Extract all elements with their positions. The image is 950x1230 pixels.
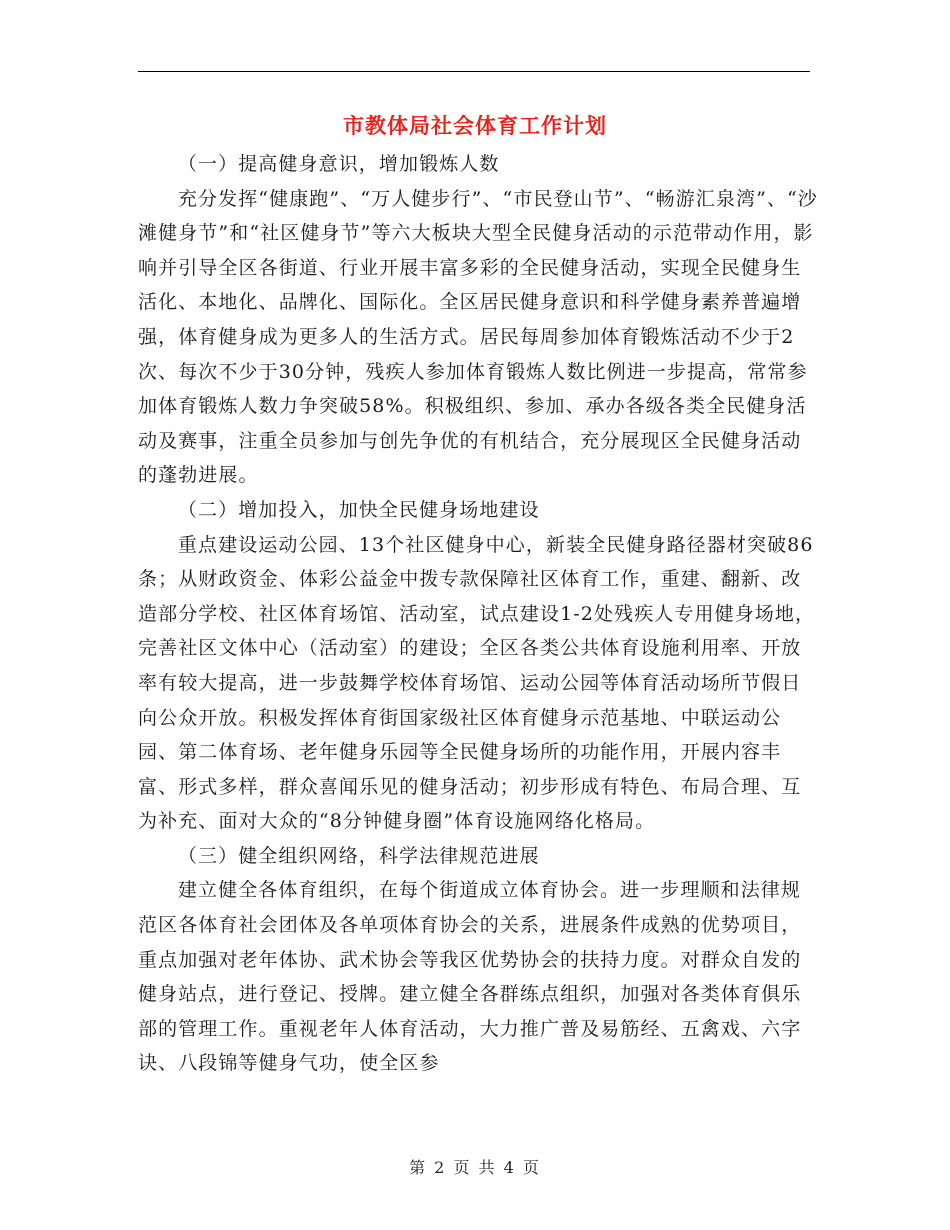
section-1-heading: （一）提高健身意识，增加锻炼人数 — [177, 153, 500, 175]
header-rule — [138, 71, 810, 72]
section-1-paragraph: 充分发挥“健康跑”、“万人健步行”、“市民登山节”、“畅游汇泉湾”、“沙滩健身节”和“社区健身节”等六大板块大型全民健身活动的示范带动作用，影响并引导全区各街道、行业开展丰富多彩的全民健身活动，实现全民健身生活化、本地化、品牌化、国际化。全区居民健身意识和科学健身素养普遍增强，体育健身成为更多人的生活方式。居民每周参加体育锻炼活动不少于2次、每次不少于30分钟，残疾人参加体育锻炼人数比例进一步提高，常常参加体育锻炼人数力争突破58%。积极组织、参加、承办各级各类全民健身活动及赛事，注重全员参加与创先争优的有机结合，充分展现区全民健身活动的蓬勃进展。 — [138, 187, 818, 487]
document-title: 市教体局社会体育工作计划 — [343, 113, 607, 138]
document-body — [138, 147, 818, 1081]
section-2-heading: （二）增加投入，加快全民健身场地建设 — [177, 498, 540, 521]
section-3-heading: （三）健全组织网络，科学法律规范进展 — [177, 844, 540, 867]
section-2-paragraph: 重点建设运动公园、13个社区健身中心，新装全民健身路径器材突破86条；从财政资金、体彩公益金中拨专款保障社区体育工作，重建、翻新、改造部分学校、社区体育场馆、活动室，试点建设1-2处残疾人专用健身场地，完善社区文体中心（活动室）的建设；全区各类公共体育设施利用率、开放率有较大提高，进一步鼓舞学校体育场馆、运动公园等体育活动场所节假日向公众开放。积极发挥体育街国家级社区体育健身示范基地、中联运动公园、第二体育场、老年健身乐园等全民健身场所的功能作用，开展内容丰富、形式多样，群众喜闻乐见的健身活动；初步形成有特色、布局合理、互为补充、面对大众的“8分钟健身圈”体育设施网络化格局。 — [138, 533, 816, 833]
section-3-paragraph: 建立健全各体育组织，在每个街道成立体育协会。进一步理顺和法律规范区各体育社会团体及各单项体育协会的关系，进展条件成熟的优势项目，重点加强对老年体协、武术协会等我区优势协会的扶持力度。对群众自发的健身站点，进行登记、授牌。建立健全各群练点组织，加强对各类体育俱乐部的管理工作。重视老年人体育活动，大力推广普及易筋经、五禽戏、六字诀、八段锦等健身气功，使全区参 — [138, 879, 802, 1075]
page-number-footer: 第 2 页 共 4 页 — [409, 1158, 541, 1177]
